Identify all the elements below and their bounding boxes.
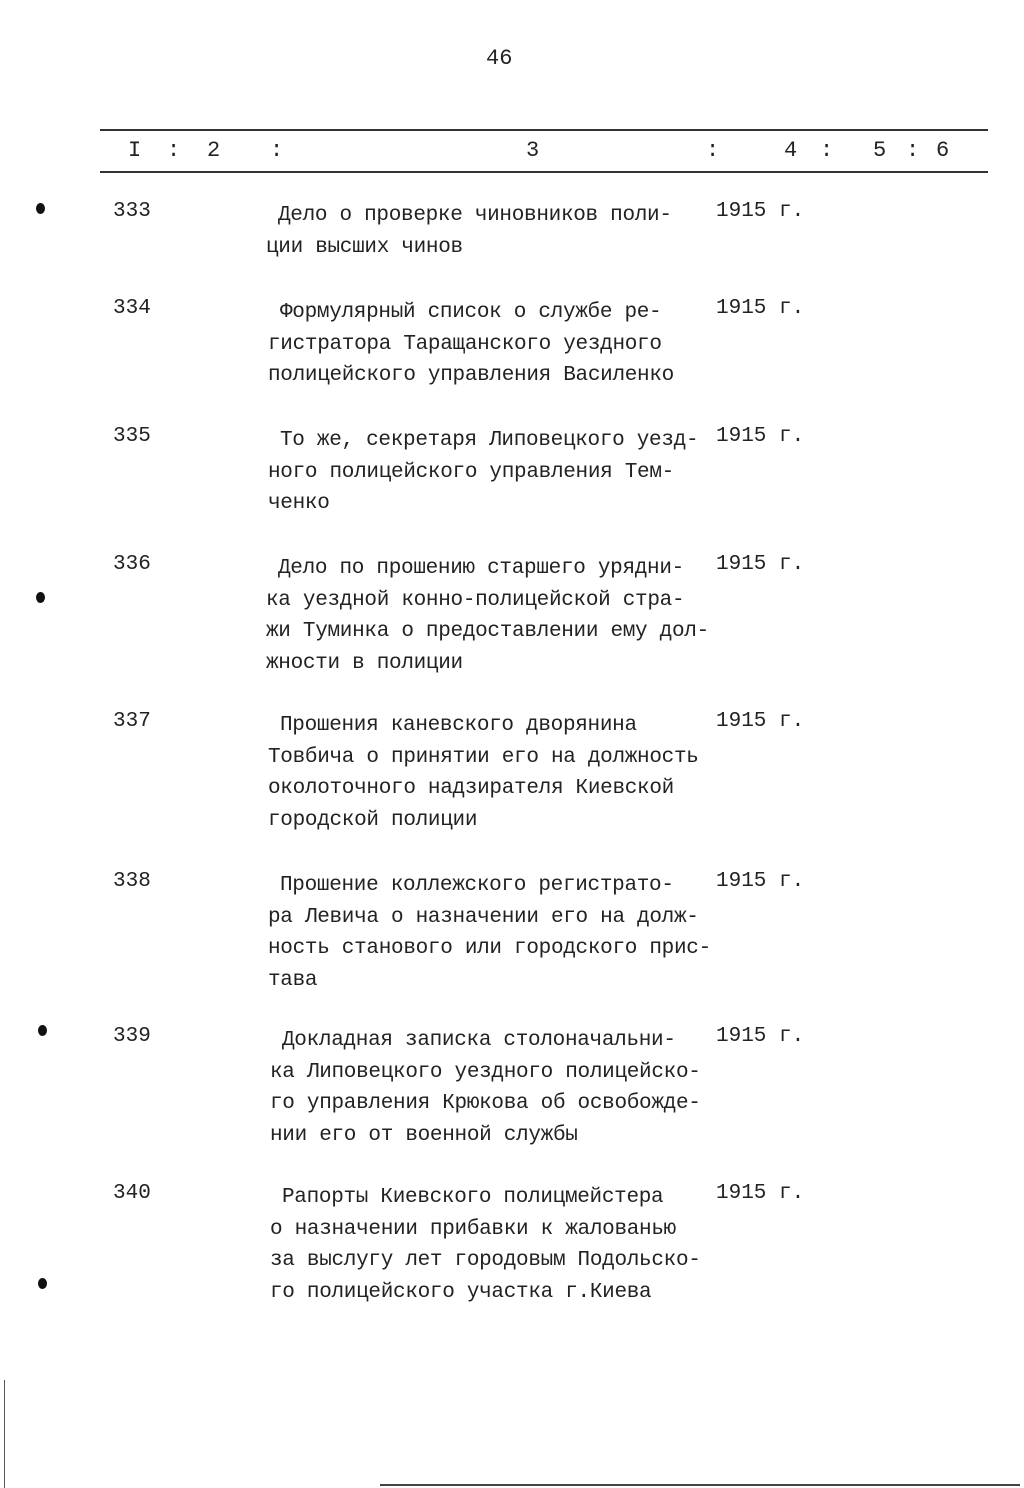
- punch-hole-mark: [38, 1025, 47, 1036]
- entry-title-line: жности в полиции: [266, 651, 463, 675]
- entry-title: [268, 425, 740, 520]
- col-sep: :: [270, 138, 284, 163]
- entry-title: [266, 553, 738, 679]
- scan-edge: [380, 1484, 1020, 1486]
- entry-year: 1915 г.: [716, 1182, 805, 1205]
- entry-number: 339: [113, 1025, 151, 1048]
- entry-title-line: ного полицейского управления Тем-: [268, 460, 674, 484]
- entry-number: 334: [113, 297, 151, 320]
- entry-title-line: го полицейского участка г.Киева: [270, 1280, 652, 1304]
- entry-year: 1915 г.: [716, 553, 805, 576]
- entry-title-line: околоточного надзирателя Киевской: [268, 777, 674, 800]
- col-sep: :: [906, 138, 920, 163]
- entry-year: 1915 г.: [716, 1025, 805, 1048]
- entry-title-line: Товбича о принятии его на должность: [268, 745, 699, 769]
- entry-title: [268, 870, 740, 996]
- entry-number: 340: [113, 1182, 151, 1205]
- entry-number: 336: [113, 553, 151, 576]
- page-number: 46: [486, 46, 513, 71]
- entry-number: 335: [113, 425, 151, 448]
- scan-edge: [4, 1380, 5, 1488]
- col-sep: :: [706, 138, 720, 163]
- entry-title-line: о назначении прибавки к жалованью: [270, 1217, 676, 1241]
- entry-title-line: Рапорты Киевского полицмейстера: [282, 1186, 664, 1209]
- entry-title-line: гистратора Таращанского уездного: [268, 332, 662, 356]
- entry-year: 1915 г.: [716, 425, 805, 448]
- entry-title-line: Дело по прошению старшего урядни-: [278, 557, 684, 580]
- col-header-2: 2: [207, 138, 221, 163]
- entry-title-line: Докладная записка столоначальни-: [282, 1029, 676, 1052]
- entry-title: [270, 1182, 742, 1308]
- col-header-6: 6: [936, 138, 950, 163]
- col-header-5: 5: [873, 138, 887, 163]
- entry-title-line: Дело о проверке чиновников поли-: [278, 204, 672, 227]
- entry-title-line: за выслугу лет городовым Подольско-: [270, 1249, 701, 1272]
- entry-year: 1915 г.: [716, 200, 805, 223]
- entry-title-line: ции высших чинов: [266, 235, 463, 259]
- entry-title-line: ра Левича о назначении его на долж-: [268, 905, 699, 929]
- entry-title-line: ченко: [268, 492, 330, 515]
- punch-hole-mark: [38, 1278, 47, 1289]
- entry-title-line: го управления Крюкова об освобожде-: [270, 1092, 701, 1115]
- col-header-1: I: [128, 138, 142, 163]
- entry-title-line: ка уездной конно-полицейской стра-: [266, 588, 685, 612]
- entry-title-line: нии его от военной службы: [270, 1123, 578, 1147]
- header-top-rule: [100, 129, 988, 131]
- entry-title: [268, 297, 740, 392]
- entry-title: [268, 710, 740, 836]
- col-header-3: 3: [526, 138, 540, 163]
- entry-title-line: ка Липовецкого уездного полицейско-: [270, 1060, 701, 1084]
- entry-number: 337: [113, 710, 151, 733]
- entry-title: [270, 1025, 742, 1151]
- entry-title-line: ность станового или городского прис-: [268, 937, 711, 960]
- punch-hole-mark: [36, 203, 45, 214]
- punch-hole-mark: [36, 592, 45, 603]
- entry-title-line: Прошение коллежского регистрато-: [280, 874, 674, 897]
- entry-title-line: Формулярный список о службе ре-: [280, 301, 662, 324]
- entry-year: 1915 г.: [716, 297, 805, 320]
- entry-title-line: То же, секретаря Липовецкого уезд-: [280, 429, 699, 452]
- col-header-4: 4: [784, 138, 798, 163]
- entry-number: 338: [113, 870, 151, 893]
- col-sep: :: [167, 138, 181, 163]
- entry-year: 1915 г.: [716, 710, 805, 733]
- col-sep: :: [820, 138, 834, 163]
- entry-title-line: тава: [268, 968, 318, 992]
- entry-title-line: городской полиции: [268, 808, 478, 832]
- entry-title-line: полицейского управления Василенко: [268, 364, 674, 387]
- header-bottom-rule: [100, 171, 988, 173]
- entry-title-line: жи Туминка о предоставлении ему дол-: [266, 620, 709, 643]
- entry-title-line: Прошения каневского дворянина: [280, 714, 637, 737]
- entry-year: 1915 г.: [716, 870, 805, 893]
- entry-number: 333: [113, 200, 151, 223]
- entry-title: [266, 200, 738, 263]
